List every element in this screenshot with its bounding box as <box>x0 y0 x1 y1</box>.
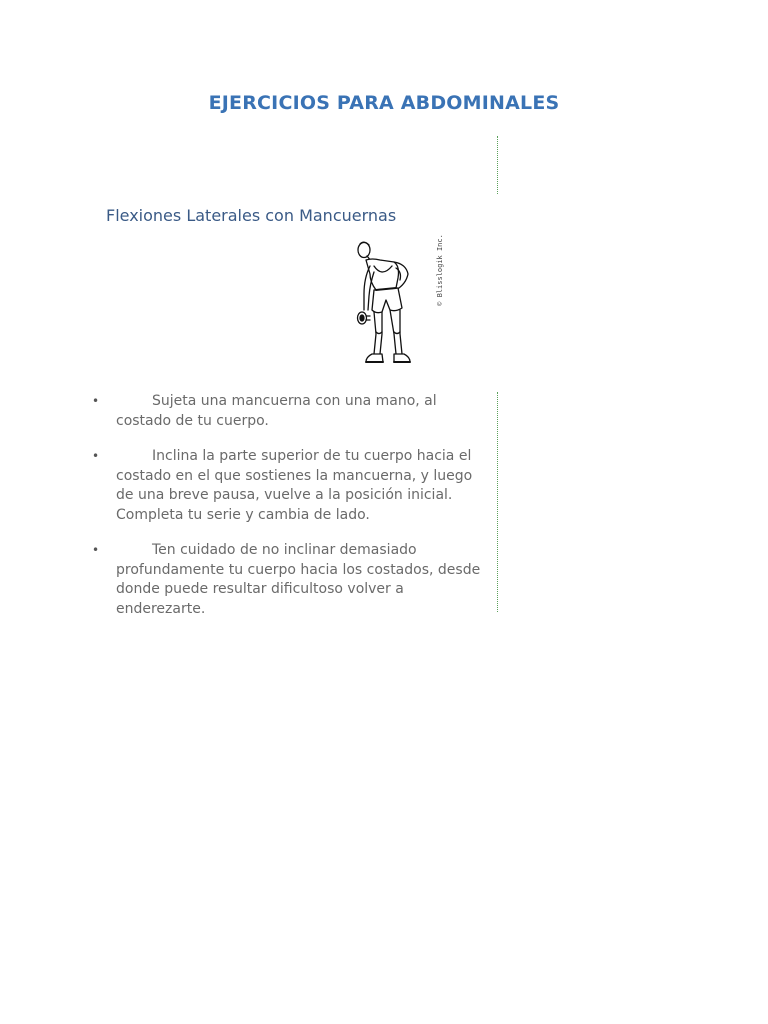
list-item <box>90 447 490 525</box>
bullet-icon: • <box>92 449 100 463</box>
image-credit: © Blisslogik Inc. <box>436 234 444 306</box>
list-item <box>90 392 490 431</box>
column-divider-top <box>497 136 498 194</box>
list-item <box>90 541 490 619</box>
step-text: Sujeta una mancuerna con una mano, al costado de tu cuerpo. <box>116 393 437 429</box>
person-side-bend-dumbbell-illustration <box>352 238 414 368</box>
bullet-icon: • <box>92 394 100 408</box>
steps-list <box>90 392 490 635</box>
column-divider-middle <box>497 392 498 612</box>
step-text: Ten cuidado de no inclinar demasiado profundamente tu cuerpo hacia los costados, desde donde puede resultar dificultoso volver a enderezarte. <box>116 542 481 617</box>
page-title: EJERCICIOS PARA ABDOMINALES <box>208 92 560 114</box>
exercise-heading: Flexiones Laterales con Mancuernas <box>106 206 397 225</box>
bullet-icon: • <box>92 543 100 557</box>
step-text: Inclina la parte superior de tu cuerpo hacia el costado en el que sostienes la mancuerna, y luego de una breve pausa, vuelve a la posición inicial. Completa tu serie y cambia de lado. <box>116 448 473 523</box>
